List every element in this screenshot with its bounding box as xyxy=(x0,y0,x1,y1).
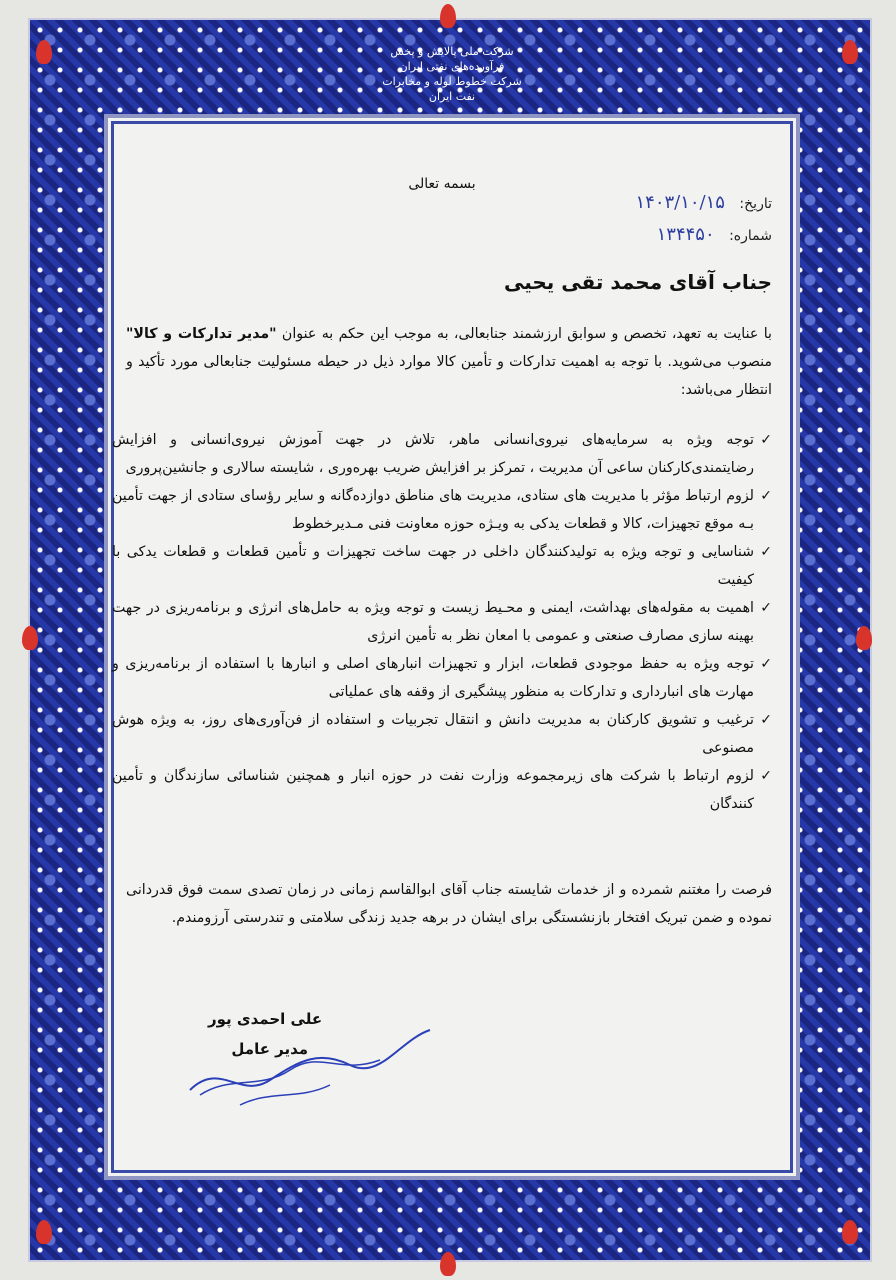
number-row xyxy=(657,224,772,245)
list-item xyxy=(112,426,772,482)
check-icon: ✓ xyxy=(760,488,772,504)
list-item xyxy=(112,538,772,594)
flame-icon xyxy=(842,1220,858,1244)
closing-paragraph: فرصت را مغتنم شمرده و از خدمات شایسته جناب آقای ابوالقاسم زمانی در زمان تصدی سمت فوق قدردانی نموده و ضمن تبریک افتخار بازنشستگی برای ایشان در برهه جدید زندگی سلامتی و تندرستی آرزومندم. xyxy=(126,882,772,926)
signer-role: مدیر عامل xyxy=(231,1040,309,1058)
check-icon: ✓ xyxy=(760,712,772,728)
check-icon: ✓ xyxy=(760,432,772,448)
list-item-text: لزوم ارتباط با شرکت های زیرمجموعه وزارت نفت در حوزه انبار و همچنین شناسائی سازندگان و تأمین کنندگان xyxy=(112,768,754,812)
list-item xyxy=(112,482,772,538)
date-row xyxy=(635,192,772,213)
check-icon: ✓ xyxy=(760,656,772,672)
letter-content xyxy=(112,120,772,1160)
flame-icon xyxy=(842,40,858,64)
date-label: تاریخ: xyxy=(739,196,772,212)
signer-name: علی احمدی پور xyxy=(208,1010,323,1028)
flame-icon xyxy=(440,1252,456,1276)
list-item xyxy=(112,706,772,762)
emblem-line-1: شرکت ملی پالایش و پخش فرآورده‌های نفتی ایران xyxy=(390,45,514,73)
list-item xyxy=(112,762,772,818)
intro-paragraph xyxy=(126,320,772,404)
list-item-text: شناسایی و توجه ویژه به تولیدکنندگان داخلی در جهت ساخت تجهیزات و تأمین قطعات و قطعات یدکی با کیفیت xyxy=(112,544,754,588)
check-icon: ✓ xyxy=(760,544,772,560)
responsibility-list xyxy=(112,426,772,818)
intro-position-title: "مدیر تدارکات و کالا" xyxy=(126,326,277,342)
emblem-line-2: شرکت خطوط لوله و مخابرات نفت ایران xyxy=(382,75,522,103)
number-label: شماره: xyxy=(729,228,772,244)
handwritten-signature xyxy=(180,1020,440,1110)
list-item xyxy=(112,594,772,650)
flame-icon xyxy=(36,40,52,64)
flame-icon xyxy=(440,4,456,28)
flame-icon xyxy=(22,626,38,650)
date-value: ۱۴۰۳/۱۰/۱۵ xyxy=(635,192,725,213)
check-icon: ✓ xyxy=(760,768,772,784)
intro-text-1: با عنایت به تعهد، تخصص و سوابق ارزشمند جنابعالی، به موجب این حکم به عنوان xyxy=(276,326,772,342)
emblem-logo xyxy=(372,44,532,104)
list-item-text: اهمیت به مقوله‌های بهداشت، ایمنی و محـیط زیست و توجه ویژه به حامل‌های انرژی و برنامه‌ریزی در جهت بهینه سازی مصارف صنعتی و عمومی با امعان نظر به تأمین انرژی xyxy=(112,600,754,644)
list-item-text: توجه ویژه به سرمایه‌های نیروی‌انسانی ماهر، تلاش در جهت آموزش نیروی‌انسانی و افزایش رضایتمندی‌کارکنان ساعی آن مدیریت ، تمرکز بر افزایش ضریب بهره‌وری ، شایسته سالاری و جانشین‌پروری xyxy=(112,432,754,476)
list-item-text: توجه ویژه به حفظ موجودی قطعات، ابزار و تجهیزات انبارهای اصلی و انبارها با استفاده از برنامه‌ریزی و مهارت های انبارداری و تدارکات به منظور پیشگیری از وقفه های عملیاتی xyxy=(112,656,754,700)
list-item xyxy=(112,650,772,706)
check-icon: ✓ xyxy=(760,600,772,616)
number-value: ۱۳۴۴۵۰ xyxy=(656,224,715,245)
list-item-text: لزوم ارتباط مؤثر با مدیریت های ستادی، مدیریت های مناطق دوازده‌گانه و سایر رؤسای ستادی از جهت تأمین بـه موقع تجهیزات، کالا و قطعات یدکی به ویـژه حوزه معاونت فنی مـدیرخطوط xyxy=(112,488,754,532)
basmala: بسمه تعالی xyxy=(408,176,476,192)
recipient-title: جناب آقای محمد تقی یحیی xyxy=(503,270,772,294)
intro-text-2: منصوب می‌شوید. با توجه به اهمیت تدارکات و تأمین کالا موارد ذیل در حیطه مسئولیت جنابعالی مورد تأکید و انتظار می‌باشد: xyxy=(126,354,772,398)
list-item-text: ترغیب و تشویق کارکنان به مدیریت دانش و انتقال تجربیات و استفاده از فن‌آوری‌های روز، به ویژه هوش مصنوعی xyxy=(112,712,754,756)
flame-icon xyxy=(36,1220,52,1244)
flame-icon xyxy=(856,626,872,650)
